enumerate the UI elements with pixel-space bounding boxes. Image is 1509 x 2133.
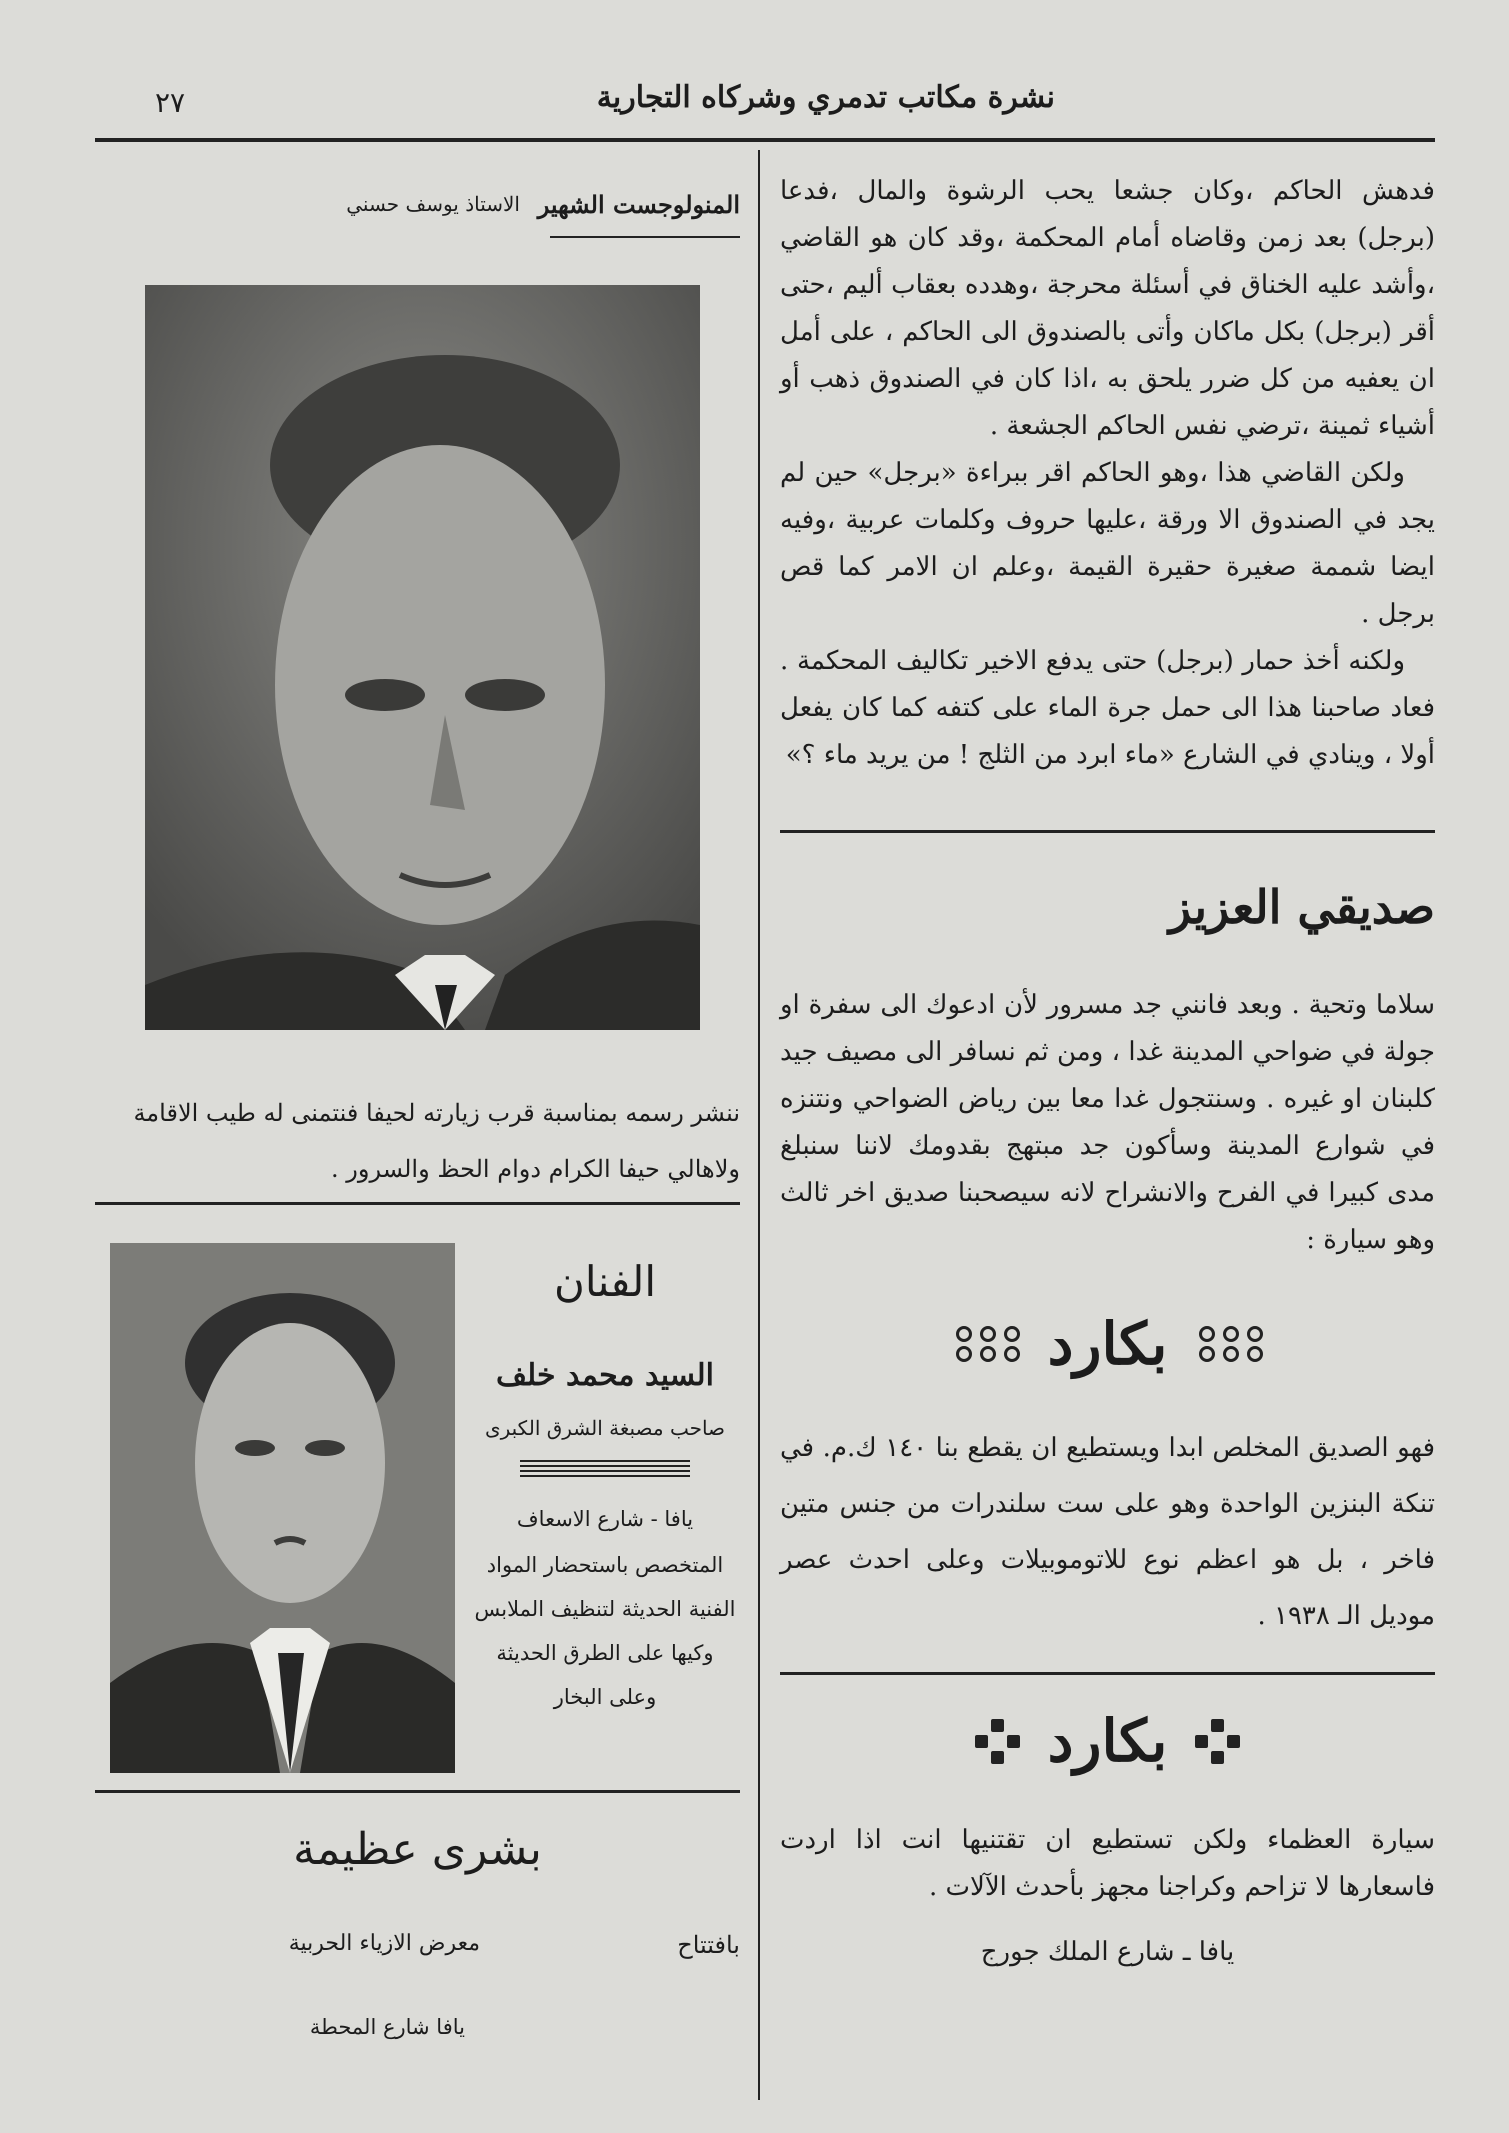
portrait-1-name: الاستاذ يوسف حسني xyxy=(346,192,520,216)
story-paragraph: ولكن القاضي هذا ،وهو الحاكم اقر ببراءة «برجل» حين لم يجد في الصندوق الا ورقة ،عليها حروف وكلمات عربية ،وفيه ايضا شممة صغيرة حقيرة القيمة ،وعلم ان الامر كما قص برجل . xyxy=(780,458,1436,629)
announcement-row xyxy=(95,1931,740,1991)
artist-name: السيد محمد خلف xyxy=(496,1358,714,1393)
story-section xyxy=(780,168,1435,779)
announcement-prefix: بافتتاح xyxy=(677,1931,740,1959)
portrait-1-label: المنولوجست الشهير xyxy=(537,190,740,219)
brand-description: فهو الصديق المخلص ابدا ويستطيع ان يقطع بنا ١٤٠ ك.م. في تنكة البنزين الواحدة وهو على ست سلندرات من جنس متين فاخر ، بل هو اعظم نوع للاتوموبيلات وعلى احدث عصر موديل الـ ١٩٣٨ . xyxy=(780,1433,1435,1631)
dealer-address: يافا ـ شارع الملك جورج xyxy=(980,1937,1235,1967)
label-underline xyxy=(550,236,740,238)
cross-ornament-icon xyxy=(1195,1719,1240,1764)
portrait-1-caption: ننشر رسمه بمناسبة قرب زيارته لحيفا فنتمنى له طيب الاقامة ولاهالي حيفا الكرام دوام الحظ والسرور . xyxy=(133,1099,740,1183)
portrait-1-label-row xyxy=(95,190,740,240)
brand-line-1 xyxy=(780,1304,1435,1384)
story-paragraph: ولكنه أخذ حمار (برجل) حتى يدفع الاخير تكاليف المحكمة . فعاد صاحبنا هذا الى حمل جرة الماء على كتفه كما كان يفعل أولا ، وينادي في الشارع «ماء ابرد من الثلج ! من يريد ماء ؟» xyxy=(780,646,1435,770)
page-header xyxy=(95,80,1435,132)
header-rule xyxy=(95,138,1435,142)
letter-body: سلاما وتحية . وبعد فانني جد مسرور لأن ادعوك الى سفرة او جولة في ضواحي المدينة غدا ، ومن ثم نسافر الى مصيف جيد كلبنان او غيره . وسنتجول غدا معا بين رياض الضواحي ونتنزه في شوارع المدينة وسأكون جد مبتهج بقدومك لاننا سنبلغ مدى كبيرا في الفرح والانشراح لانه سيصحبنا صديق اخر ثالث وهو سيارة : xyxy=(780,990,1435,1255)
artist-role: صاحب مصبغة الشرق الكبرى xyxy=(484,1416,726,1440)
newsletter-title: نشرة مكاتب تدمري وشركاه التجارية xyxy=(596,80,1055,115)
section-rule xyxy=(95,1790,740,1793)
page-number: ٢٧ xyxy=(155,86,186,119)
brand-name: بكارد xyxy=(1047,1707,1168,1775)
portrait-2-image xyxy=(110,1243,455,1773)
ad-divider xyxy=(780,1672,1435,1675)
announcement xyxy=(95,1815,740,2047)
ring-ornament-icon xyxy=(952,1326,1020,1362)
ring-ornament-icon xyxy=(1195,1326,1263,1362)
portrait-photo-2 xyxy=(110,1243,455,1773)
announcement-title: بشرى عظيمة xyxy=(293,1824,542,1875)
announcement-venue: معرض الازياء الحربية xyxy=(288,1931,480,1956)
story-paragraph: فدهش الحاكم ،وكان جشعا يحب الرشوة والمال ،فدعا (برجل) بعد زمن وقاضاه أمام المحكمة ،وقد كان هو القاضي ،وأشد عليه الخناق في أسئلة محرجة ،وهدده بعقاب أليم ،حتى أقر (برجل) بكل ماكان وأتى بالصندوق الى الحاكم ، على أمل ان يعفيه من كل ضرر يلحق به ،اذا كان في الصندوق ذهب أو أشياء ثمينة ،ترضي نفس الحاكم الجشعة . xyxy=(780,176,1435,441)
letter-ad xyxy=(780,880,1435,1976)
decorative-divider xyxy=(520,1460,690,1477)
portrait-photo-1 xyxy=(145,285,700,1030)
announcement-address: يافا شارع المحطة xyxy=(309,2015,465,2039)
artist-description: المتخصص باستحضار المواد الفنية الحديثة لتنظيف الملابس وكيها على الطرق الحديثة وعلى البخار xyxy=(474,1553,736,1709)
portrait-1-image xyxy=(145,285,700,1030)
artist-info xyxy=(470,1250,740,1719)
story-end-rule xyxy=(780,830,1435,833)
letter-title: صديقي العزيز xyxy=(1168,880,1435,934)
section-rule xyxy=(95,1202,740,1205)
closing-text: سيارة العظماء ولكن تستطيع ان تقتنيها انت اذا اردت فاسعارها لا تزاحم وكراجنا مجهز بأحدث الآلات . xyxy=(780,1825,1435,1902)
brand-name: بكارد xyxy=(1047,1310,1168,1378)
artist-heading: الفنان xyxy=(553,1257,657,1306)
brand-line-2 xyxy=(780,1701,1435,1781)
column-divider xyxy=(758,150,760,2100)
artist-location: يافا - شارع الاسعاف xyxy=(516,1507,694,1531)
cross-ornament-icon xyxy=(975,1719,1020,1764)
